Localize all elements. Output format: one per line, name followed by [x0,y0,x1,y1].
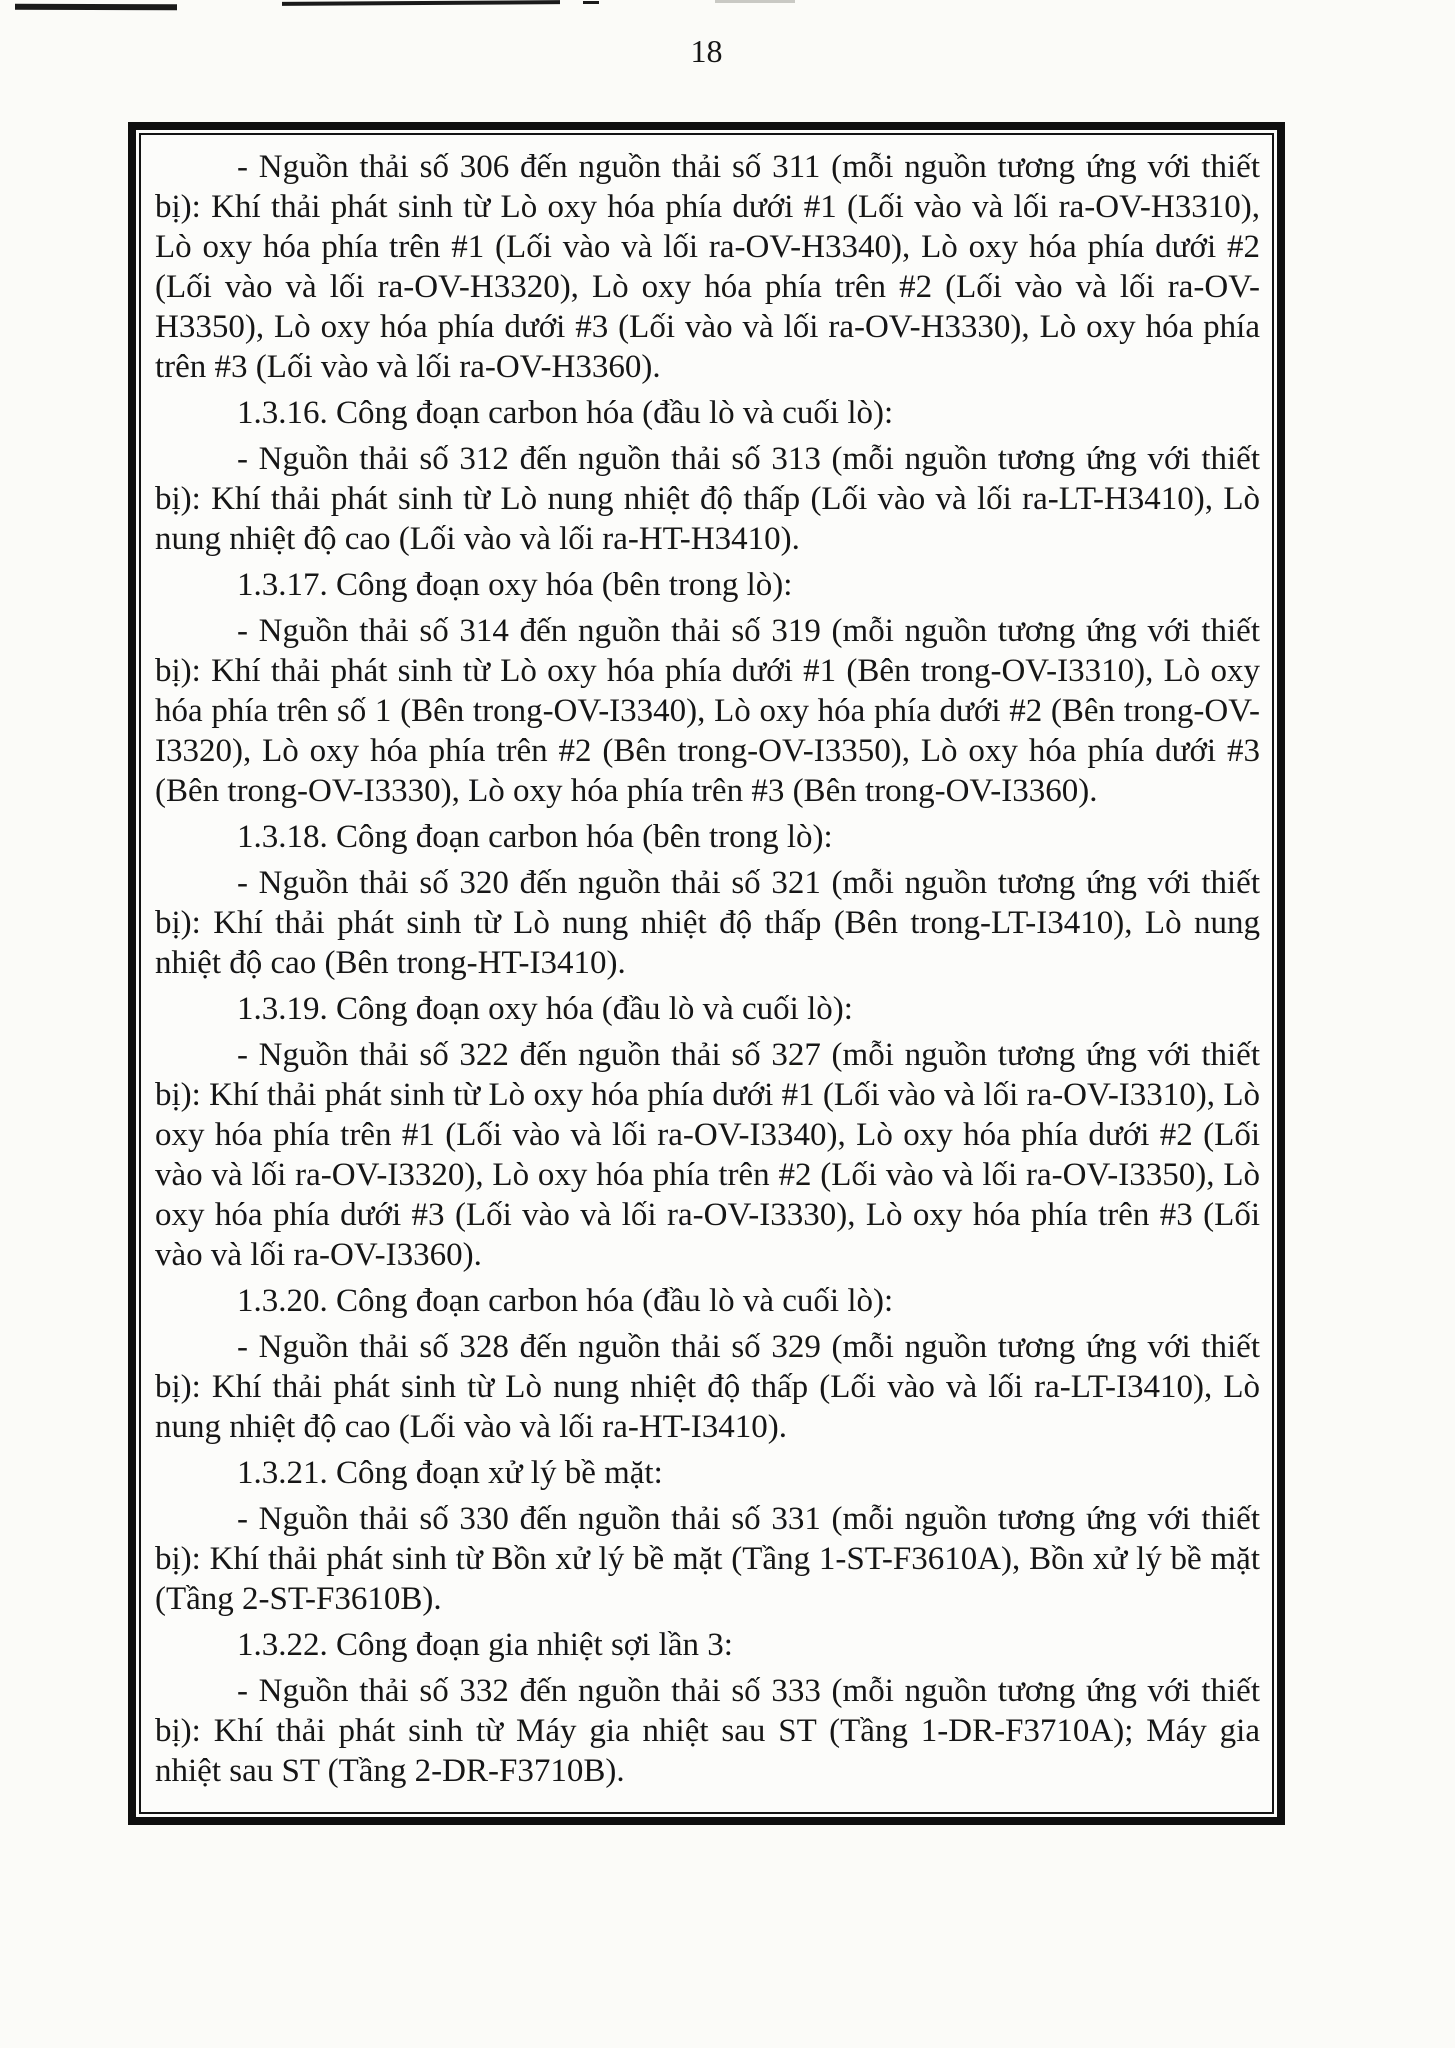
body-paragraph: - Nguồn thải số 320 đến nguồn thải số 321 (mỗi nguồn tương ứng với thiết bị): Khí thải phát sinh từ Lò nung nhiệt độ thấp (Bên trong-LT-I3410), Lò nung nhiệt độ cao (Bên trong-HT-I3410). [155,865,1260,981]
section-heading: 1.3.17. Công đoạn oxy hóa (bên trong lò): [237,567,793,603]
section-heading: 1.3.16. Công đoạn carbon hóa (đầu lò và cuối lò): [237,395,894,431]
content-border-box [128,122,1285,1825]
body-paragraph: - Nguồn thải số 306 đến nguồn thải số 311 (mỗi nguồn tương ứng với thiết bị): Khí thải phát sinh từ Lò oxy hóa phía dưới #1 (Lối vào và lối ra-OV-H3310), Lò oxy hóa phía trên #1 (Lối vào và lối ra-OV-H3340), Lò oxy hóa phía dưới #2 (Lối vào và lối ra-OV-H3320), Lò oxy hóa phía trên #2 (Lối vào và lối ra-OV-H3350), Lò oxy hóa phía dưới #3 (Lối vào và lối ra-OV-H3330), Lò oxy hóa phía trên #3 (Lối vào và lối ra-OV-H3360). [155,149,1260,385]
body-paragraph: - Nguồn thải số 332 đến nguồn thải số 333 (mỗi nguồn tương ứng với thiết bị): Khí thải phát sinh từ Máy gia nhiệt sau ST (Tầng 1-DR-F3710A); Máy gia nhiệt sau ST (Tầng 2-DR-F3710B). [155,1673,1260,1789]
section-heading: 1.3.20. Công đoạn carbon hóa (đầu lò và cuối lò): [237,1283,894,1319]
body-paragraph: - Nguồn thải số 312 đến nguồn thải số 313 (mỗi nguồn tương ứng với thiết bị): Khí thải phát sinh từ Lò nung nhiệt độ thấp (Lối vào và lối ra-LT-H3410), Lò nung nhiệt độ cao (Lối vào và lối ra-HT-H3410). [155,441,1260,557]
body-paragraph: - Nguồn thải số 314 đến nguồn thải số 319 (mỗi nguồn tương ứng với thiết bị): Khí thải phát sinh từ Lò oxy hóa phía dưới #1 (Bên trong-OV-I3310), Lò oxy hóa phía trên số 1 (Bên trong-OV-I3340), Lò oxy hóa phía dưới #2 (Bên trong-OV-I3320), Lò oxy hóa phía trên #2 (Bên trong-OV-I3350), Lò oxy hóa phía dưới #3 (Bên trong-OV-I3330), Lò oxy hóa phía trên #3 (Bên trong-OV-I3360). [155,613,1260,809]
section-heading: 1.3.21. Công đoạn xử lý bề mặt: [237,1455,663,1491]
scan-artifact-bar [583,1,599,4]
body-paragraph: - Nguồn thải số 322 đến nguồn thải số 327 (mỗi nguồn tương ứng với thiết bị): Khí thải phát sinh từ Lò oxy hóa phía dưới #1 (Lối vào và lối ra-OV-I3310), Lò oxy hóa phía trên #1 (Lối vào và lối ra-OV-I3340), Lò oxy hóa phía dưới #2 (Lối vào và lối ra-OV-I3320), Lò oxy hóa phía trên #2 (Lối vào và lối ra-OV-I3350), Lò oxy hóa phía dưới #3 (Lối vào và lối ra-OV-I3330), Lò oxy hóa phía trên #3 (Lối vào và lối ra-OV-I3360). [155,1037,1260,1273]
body-paragraph: - Nguồn thải số 330 đến nguồn thải số 331 (mỗi nguồn tương ứng với thiết bị): Khí thải phát sinh từ Bồn xử lý bề mặt (Tầng 1-ST-F3610A), Bồn xử lý bề mặt (Tầng 2-ST-F3610B). [155,1501,1260,1617]
body-paragraph: - Nguồn thải số 328 đến nguồn thải số 329 (mỗi nguồn tương ứng với thiết bị): Khí thải phát sinh từ Lò nung nhiệt độ thấp (Lối vào và lối ra-LT-I3410), Lò nung nhiệt độ cao (Lối vào và lối ra-HT-I3410). [155,1329,1260,1445]
page-number: 18 [690,33,723,69]
scan-artifact-bar [715,0,795,3]
section-heading: 1.3.22. Công đoạn gia nhiệt sợi lần 3: [237,1627,733,1663]
section-heading: 1.3.18. Công đoạn carbon hóa (bên trong lò): [237,819,833,855]
scan-artifact-bar [15,4,177,11]
section-heading: 1.3.19. Công đoạn oxy hóa (đầu lò và cuối lò): [237,991,853,1027]
content-text-area [139,133,1274,1814]
scan-artifact-bar [282,0,560,6]
